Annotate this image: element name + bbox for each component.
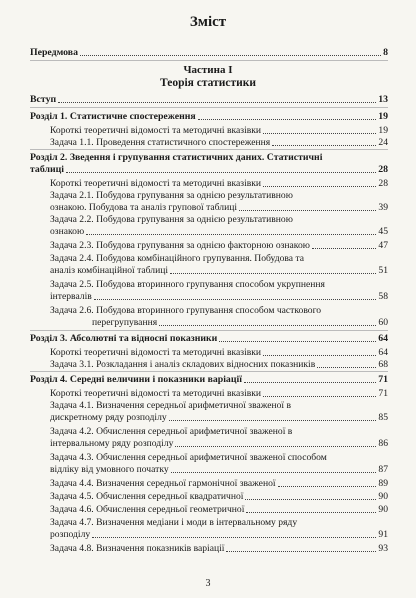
toc-item-label: Задача 1.1. Проведення статистичного спостереження bbox=[50, 137, 271, 148]
toc-entry-intro[interactable] bbox=[30, 94, 388, 105]
toc-item-label: дискретному ряду розподілу bbox=[50, 412, 167, 423]
toc-section-2[interactable] bbox=[30, 164, 388, 175]
toc-item[interactable] bbox=[50, 226, 388, 237]
toc-item-line1[interactable] bbox=[50, 190, 388, 201]
toc-item[interactable] bbox=[50, 529, 388, 540]
toc-section-label: Розділ 1. Статистичне спостереження bbox=[30, 111, 196, 122]
toc-item-page: 39 bbox=[378, 202, 388, 213]
toc-item-line1[interactable] bbox=[50, 517, 388, 528]
toc-section-page: 19 bbox=[378, 111, 388, 122]
toc-item-page: 89 bbox=[378, 478, 388, 489]
toc-item-page: 91 bbox=[378, 529, 388, 540]
toc-item-line1[interactable] bbox=[50, 452, 388, 463]
toc-section-4[interactable] bbox=[30, 374, 388, 385]
toc-entry-page: 8 bbox=[383, 47, 388, 58]
toc-item-label: ознакою. Побудова та аналіз групової таблиці bbox=[50, 202, 238, 213]
toc-item-line1[interactable] bbox=[50, 253, 388, 264]
toc-item-label: Задача 4.1. Визначення середньої арифметичної зваженої в bbox=[50, 400, 292, 411]
toc-item[interactable] bbox=[50, 125, 388, 136]
toc-item-page: 24 bbox=[378, 137, 388, 148]
toc-section-label: Розділ 2. Зведення і групування статистичних даних. Статистичні bbox=[30, 152, 323, 163]
toc-item-page: 85 bbox=[378, 412, 388, 423]
toc-item-label: Задача 4.5. Обчислення середньої квадратичної bbox=[50, 491, 244, 502]
toc-item-page: 58 bbox=[378, 291, 388, 302]
toc-item-label: відліку від умовного початку bbox=[50, 464, 169, 475]
toc-item-label: Задача 4.3. Обчислення середньої арифметичної зваженої способом bbox=[50, 452, 327, 463]
toc-item-label: Задача 2.4. Побудова комбінаційного групування. Побудова та bbox=[50, 253, 305, 264]
toc-item-line1[interactable] bbox=[50, 279, 388, 290]
toc-item-label: аналіз комбінаційної таблиці bbox=[50, 265, 169, 276]
toc-item-page: 87 bbox=[378, 464, 388, 475]
toc-item-line1[interactable] bbox=[50, 400, 388, 411]
toc-item[interactable] bbox=[50, 464, 388, 475]
toc-section-page: 28 bbox=[378, 164, 388, 175]
toc-item-label: Задача 4.4. Визначення середньої гармонічної зваженої bbox=[50, 478, 276, 489]
toc-entry-label: Вступ bbox=[30, 94, 57, 105]
toc-item-page: 51 bbox=[378, 265, 388, 276]
toc-item[interactable] bbox=[50, 438, 388, 449]
part-name: Теорія статистики bbox=[159, 77, 257, 89]
part-number: Частина І bbox=[183, 64, 233, 76]
toc-section-label: Розділ 4. Середні величини і показники варіації bbox=[30, 374, 242, 385]
toc-item[interactable] bbox=[50, 359, 388, 370]
toc-item[interactable] bbox=[50, 412, 388, 423]
toc-item-line1[interactable] bbox=[50, 426, 388, 437]
toc-item-label: Задача 4.6. Обчислення середньої геометричної bbox=[50, 504, 245, 515]
toc-item[interactable] bbox=[50, 178, 388, 189]
toc-item[interactable] bbox=[50, 491, 388, 502]
toc-item-label: Задача 2.1. Побудова групування за однією результативною bbox=[50, 190, 293, 201]
toc-item-page: 86 bbox=[378, 438, 388, 449]
toc-item[interactable] bbox=[50, 202, 388, 213]
page-number: 3 bbox=[205, 578, 211, 589]
toc-item[interactable] bbox=[50, 317, 388, 328]
toc-item[interactable] bbox=[50, 291, 388, 302]
toc-item-label: розподілу bbox=[50, 529, 91, 540]
toc-item[interactable] bbox=[50, 137, 388, 148]
toc-section-2-line1[interactable] bbox=[30, 152, 388, 163]
toc-item-label: Задача 2.2. Побудова групування за однією результативною bbox=[50, 214, 293, 225]
toc-item-line1[interactable] bbox=[50, 305, 388, 316]
toc-section-page: 71 bbox=[378, 374, 388, 385]
toc-item-label: Короткі теоретичні відомості та методичні вказівки bbox=[50, 347, 262, 358]
toc-item-label: Задача 4.2. Обчислення середньої арифметичної зваженої в bbox=[50, 426, 293, 437]
toc-item-page: 60 bbox=[378, 317, 388, 328]
toc-item-label: Задача 4.7. Визначення медіани і моди в інтервальному ряду bbox=[50, 517, 298, 528]
toc-item[interactable] bbox=[50, 504, 388, 515]
toc-item-label: інтервалів bbox=[50, 291, 92, 302]
toc-item[interactable] bbox=[50, 347, 388, 358]
toc-entry-label: Передмова bbox=[30, 47, 78, 58]
toc-item-label: Задача 2.3. Побудова групування за однією факторною ознакою bbox=[50, 240, 310, 251]
toc-item-label: Короткі теоретичні відомості та методичні вказівки bbox=[50, 178, 262, 189]
page-title: Зміст bbox=[189, 14, 227, 30]
toc-item[interactable] bbox=[50, 240, 388, 251]
toc-entry-page: 13 bbox=[378, 94, 388, 105]
toc-item[interactable] bbox=[50, 543, 388, 554]
toc-item-page: 90 bbox=[378, 491, 388, 502]
toc-item-page: 19 bbox=[378, 125, 388, 136]
toc-item-label: Задача 4.8. Визначення показників варіації bbox=[50, 543, 225, 554]
toc-section-label: таблиці bbox=[30, 164, 64, 175]
toc-item-page: 68 bbox=[378, 359, 388, 370]
toc-item-page: 64 bbox=[378, 347, 388, 358]
toc-item[interactable] bbox=[50, 265, 388, 276]
toc-entry-preface[interactable] bbox=[30, 47, 388, 58]
toc-item-label: Задача 3.1. Розкладання і аналіз складових відносних показників bbox=[50, 359, 316, 370]
toc-item-line1[interactable] bbox=[50, 214, 388, 225]
toc-section-3[interactable] bbox=[30, 333, 388, 344]
toc-item-page: 90 bbox=[378, 504, 388, 515]
toc-item-label: інтервальному ряду розподілу bbox=[50, 438, 174, 449]
toc-item-label: Задача 2.6. Побудова вторинного групування способом часткового bbox=[50, 305, 322, 316]
toc-item[interactable] bbox=[50, 478, 388, 489]
toc-item-label: Задача 2.5. Побудова вторинного групування способом укрупнення bbox=[50, 279, 325, 290]
toc-item-page: 28 bbox=[378, 178, 388, 189]
toc-item[interactable] bbox=[50, 388, 388, 399]
toc-section-1[interactable] bbox=[30, 111, 388, 122]
toc-section-label: Розділ 3. Абсолютні та відносні показники bbox=[30, 333, 218, 344]
toc-item-page: 93 bbox=[378, 543, 388, 554]
toc-item-page: 47 bbox=[378, 240, 388, 251]
toc-item-label: Короткі теоретичні відомості та методичні вказівки bbox=[50, 388, 262, 399]
toc-section-page: 64 bbox=[378, 333, 388, 344]
toc-item-label: Короткі теоретичні відомості та методичні вказівки bbox=[50, 125, 262, 136]
toc-item-page: 45 bbox=[378, 226, 388, 237]
toc-item-page: 71 bbox=[378, 388, 388, 399]
toc-item-label: перегрупування bbox=[92, 317, 158, 328]
toc-item-label: ознакою bbox=[50, 226, 85, 237]
